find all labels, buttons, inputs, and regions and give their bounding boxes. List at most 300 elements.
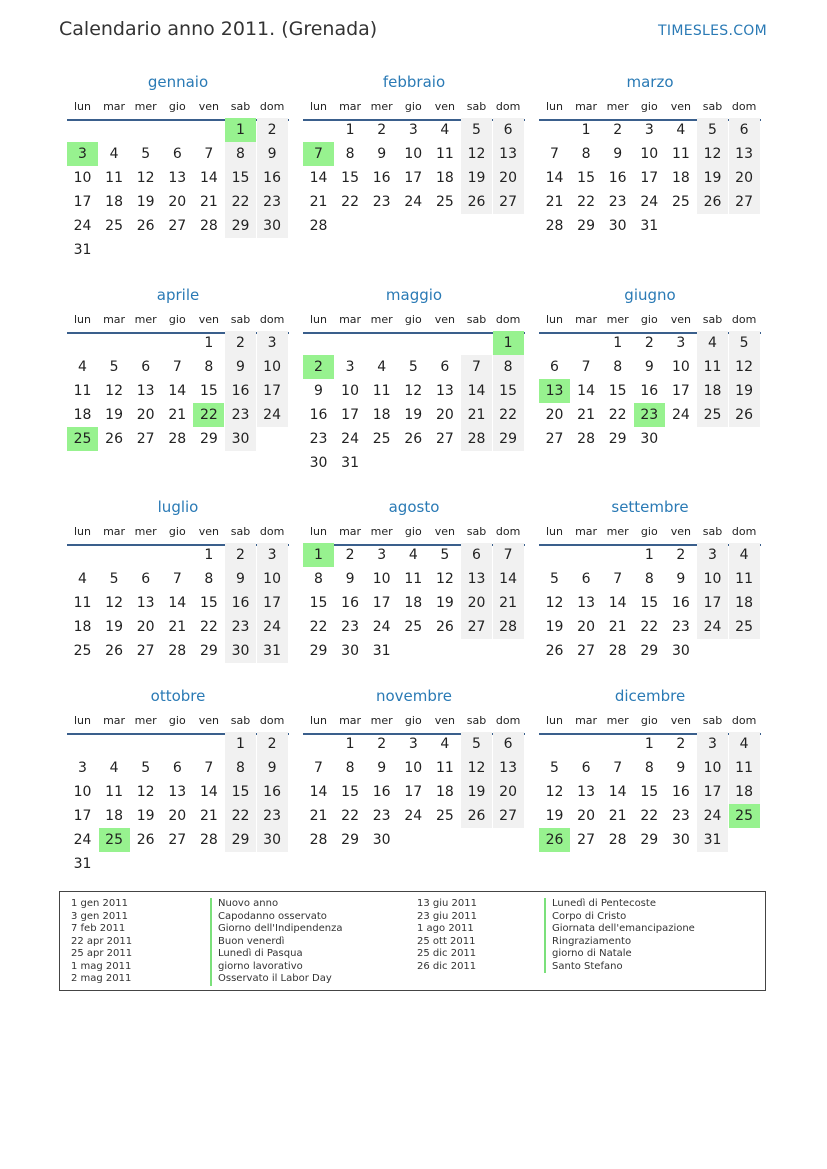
weekday-header: sab	[466, 100, 487, 113]
day-cell: 19	[136, 808, 155, 824]
legend-holiday-name: Buon venerdì	[210, 936, 343, 949]
day-cell: 16	[225, 379, 256, 403]
day-cell: 12	[729, 355, 760, 379]
day-cell: 16	[225, 591, 256, 615]
day-cell: 3	[644, 122, 654, 138]
legend-date: 22 apr 2011	[71, 935, 133, 947]
day-cell: 19	[435, 595, 454, 611]
day-cell: 31	[341, 455, 359, 471]
day-cell: 2	[377, 736, 387, 752]
weekday-header: mar	[575, 313, 598, 326]
day-cell: 5	[408, 359, 418, 375]
day-cell: 30	[257, 828, 288, 852]
weekday-header: sab	[702, 100, 723, 113]
weekday-header: lun	[74, 714, 91, 727]
weekday-header: mer	[370, 714, 393, 727]
day-cell: 22	[608, 407, 627, 423]
day-cell: 16	[671, 595, 690, 611]
legend-dates-col-1	[71, 898, 132, 986]
weekday-header: lun	[546, 100, 563, 113]
day-cell: 24	[341, 431, 359, 447]
day-cell: 20	[729, 166, 760, 190]
day-cell: 9	[225, 355, 256, 379]
day-cell: 14	[461, 379, 492, 403]
day-cell: 16	[640, 383, 659, 399]
day-cell: 1	[345, 736, 355, 752]
weekday-header: gio	[168, 313, 186, 326]
day-cell: 16	[372, 170, 391, 186]
day-cell: 7	[613, 760, 623, 776]
weekday-header: ven	[670, 525, 692, 538]
day-cell: 17	[671, 383, 690, 399]
day-cell: 26	[136, 218, 155, 234]
day-cell: 11	[73, 383, 92, 399]
holiday-day-cell: 1	[493, 331, 524, 355]
holiday-day-cell: 1	[225, 118, 256, 142]
day-cell: 10	[404, 146, 423, 162]
day-cell: 1	[644, 736, 654, 752]
weekday-header: sab	[466, 313, 487, 326]
day-cell: 20	[168, 808, 187, 824]
day-cell: 20	[577, 619, 595, 635]
day-cell: 3	[78, 760, 87, 776]
day-cell: 13	[729, 142, 760, 166]
day-cell: 6	[172, 760, 182, 776]
day-cell: 27	[136, 431, 155, 447]
day-cell: 18	[671, 170, 690, 186]
day-cell: 21	[168, 619, 187, 635]
day-cell: 23	[257, 190, 288, 214]
day-cell: 5	[141, 760, 151, 776]
day-cell: 27	[493, 804, 524, 828]
weekday-header: lun	[310, 714, 327, 727]
day-cell: 8	[644, 571, 654, 587]
day-cell: 17	[404, 170, 423, 186]
holiday-day-cell: 22	[193, 403, 224, 427]
day-cell: 13	[136, 595, 155, 611]
weekday-header: mer	[606, 525, 629, 538]
day-cell: 14	[493, 567, 524, 591]
holiday-day-cell: 7	[303, 142, 334, 166]
day-cell: 5	[550, 760, 559, 776]
day-cell: 24	[257, 403, 288, 427]
day-cell: 18	[105, 194, 123, 210]
day-cell: 24	[73, 832, 92, 848]
day-cell: 11	[435, 760, 454, 776]
weekday-header: mer	[134, 714, 157, 727]
day-cell: 27	[493, 190, 524, 214]
day-cell: 14	[168, 595, 187, 611]
day-cell: 7	[581, 359, 591, 375]
weekday-header: mer	[606, 714, 629, 727]
day-cell: 27	[577, 643, 595, 659]
day-cell: 18	[372, 407, 391, 423]
day-cell: 29	[493, 427, 524, 451]
weekday-header: gio	[404, 100, 422, 113]
day-cell: 4	[109, 760, 119, 776]
day-cell: 3	[408, 122, 418, 138]
day-cell: 2	[676, 736, 686, 752]
day-cell: 27	[577, 832, 595, 848]
day-cell: 18	[435, 784, 454, 800]
day-cell: 14	[199, 170, 218, 186]
weekday-header: ven	[670, 714, 692, 727]
day-cell: 25	[105, 218, 123, 234]
day-cell: 15	[225, 166, 256, 190]
day-cell: 12	[404, 383, 423, 399]
legend-date: 25 dic 2011	[417, 948, 477, 959]
day-cell: 12	[461, 756, 492, 780]
day-cell: 18	[404, 595, 423, 611]
day-cell: 24	[671, 407, 690, 423]
day-cell: 4	[697, 331, 728, 355]
day-cell: 9	[377, 760, 387, 776]
weekday-header: dom	[495, 714, 521, 727]
day-cell: 30	[257, 214, 288, 238]
day-cell: 29	[608, 431, 627, 447]
day-cell: 27	[545, 431, 564, 447]
day-cell: 17	[73, 808, 92, 824]
day-cell: 1	[225, 732, 256, 756]
day-cell: 31	[372, 643, 391, 659]
day-cell: 21	[608, 619, 627, 635]
weekday-header: lun	[310, 100, 327, 113]
day-cell: 6	[141, 359, 151, 375]
day-cell: 23	[309, 431, 328, 447]
day-cell: 14	[168, 383, 187, 399]
day-cell: 11	[729, 756, 760, 780]
day-cell: 2	[644, 335, 654, 351]
day-cell: 5	[141, 146, 151, 162]
holiday-day-cell: 2	[303, 355, 334, 379]
day-cell: 10	[671, 359, 690, 375]
holiday-day-cell: 1	[303, 543, 334, 567]
day-cell: 22	[225, 190, 256, 214]
legend-date: 3 gen 2011	[71, 910, 129, 922]
day-cell: 22	[577, 194, 595, 210]
day-cell: 24	[372, 619, 391, 635]
day-cell: 25	[729, 615, 760, 639]
day-cell: 4	[109, 146, 119, 162]
day-cell: 19	[461, 166, 492, 190]
day-cell: 23	[225, 403, 256, 427]
weekday-header: mer	[134, 313, 157, 326]
day-cell: 6	[581, 760, 591, 776]
legend-names-col-2	[544, 898, 695, 973]
day-cell: 12	[105, 383, 123, 399]
day-cell: 30	[225, 427, 256, 451]
day-cell: 25	[435, 194, 454, 210]
day-cell: 10	[697, 567, 728, 591]
weekday-header: mar	[339, 525, 362, 538]
day-cell: 7	[314, 760, 323, 776]
day-cell: 2	[676, 547, 686, 563]
day-cell: 19	[697, 166, 728, 190]
day-cell: 7	[204, 146, 214, 162]
day-cell: 10	[73, 170, 92, 186]
day-cell: 3	[377, 547, 387, 563]
day-cell: 31	[73, 856, 92, 872]
day-cell: 8	[225, 756, 256, 780]
day-cell: 30	[372, 832, 391, 848]
day-cell: 16	[309, 407, 328, 423]
day-cell: 8	[314, 571, 323, 587]
day-cell: 23	[608, 194, 627, 210]
day-cell: 5	[729, 331, 760, 355]
day-cell: 9	[257, 756, 288, 780]
weekday-header: ven	[198, 313, 220, 326]
weekday-header: mar	[339, 313, 362, 326]
day-cell: 21	[309, 808, 328, 824]
day-cell: 10	[372, 571, 391, 587]
day-cell: 24	[73, 218, 92, 234]
day-cell: 8	[225, 142, 256, 166]
legend-holiday-name: Nuovo anno	[210, 898, 343, 911]
day-cell: 3	[257, 543, 288, 567]
day-cell: 17	[404, 784, 423, 800]
legend-date: 1 gen 2011	[71, 898, 129, 909]
month-name: luglio	[157, 498, 199, 516]
day-cell: 22	[199, 619, 218, 635]
weekday-header: sab	[702, 714, 723, 727]
month-name: aprile	[156, 286, 200, 304]
day-cell: 1	[204, 335, 214, 351]
day-cell: 9	[345, 571, 355, 587]
day-cell: 6	[461, 543, 492, 567]
day-cell: 11	[729, 567, 760, 591]
day-cell: 12	[697, 142, 728, 166]
day-cell: 13	[577, 784, 595, 800]
day-cell: 12	[545, 784, 564, 800]
day-cell: 29	[341, 832, 359, 848]
day-cell: 6	[141, 571, 151, 587]
day-cell: 21	[309, 194, 328, 210]
day-cell: 20	[168, 194, 187, 210]
month-name: febbraio	[382, 73, 446, 91]
weekday-header: ven	[198, 100, 220, 113]
month-name: agosto	[388, 498, 440, 516]
day-cell: 10	[73, 784, 92, 800]
day-cell: 15	[199, 595, 218, 611]
day-cell: 16	[671, 784, 690, 800]
weekday-header: ven	[434, 100, 456, 113]
day-cell: 6	[581, 571, 591, 587]
weekday-header: mer	[134, 100, 157, 113]
day-cell: 6	[440, 359, 450, 375]
weekday-header: mer	[370, 525, 393, 538]
weekday-header: gio	[640, 714, 658, 727]
day-cell: 6	[729, 118, 760, 142]
day-cell: 20	[493, 780, 524, 804]
weekday-header: lun	[546, 714, 563, 727]
day-cell: 3	[676, 335, 686, 351]
site-link[interactable]: TIMESLES.COM	[658, 23, 767, 39]
day-cell: 12	[545, 595, 564, 611]
day-cell: 28	[168, 643, 187, 659]
day-cell: 12	[461, 142, 492, 166]
day-cell: 13	[577, 595, 595, 611]
day-cell: 11	[73, 595, 92, 611]
day-cell: 26	[545, 643, 564, 659]
weekday-header: gio	[168, 714, 186, 727]
day-cell: 22	[341, 808, 359, 824]
day-cell: 19	[461, 780, 492, 804]
holiday-day-cell: 25	[67, 427, 98, 451]
weekday-header: mer	[606, 313, 629, 326]
day-cell: 14	[608, 595, 627, 611]
day-cell: 19	[545, 619, 564, 635]
day-cell: 25	[372, 431, 391, 447]
day-cell: 28	[199, 832, 218, 848]
day-cell: 11	[671, 146, 690, 162]
holiday-legend	[59, 891, 766, 991]
holiday-day-cell: 23	[634, 403, 665, 427]
legend-dates-col-2	[417, 898, 477, 973]
day-cell: 2	[225, 331, 256, 355]
day-cell: 9	[676, 760, 686, 776]
day-cell: 20	[493, 166, 524, 190]
day-cell: 21	[199, 194, 218, 210]
weekday-header: gio	[640, 100, 658, 113]
day-cell: 26	[461, 190, 492, 214]
weekday-header: sab	[230, 714, 251, 727]
day-cell: 4	[440, 122, 450, 138]
weekday-header: gio	[404, 714, 422, 727]
weekday-header: dom	[731, 714, 757, 727]
month-name: giugno	[624, 286, 676, 304]
day-cell: 25	[435, 808, 454, 824]
day-cell: 9	[377, 146, 387, 162]
day-cell: 17	[372, 595, 391, 611]
day-cell: 7	[172, 359, 182, 375]
day-cell: 28	[168, 431, 187, 447]
day-cell: 18	[105, 808, 123, 824]
day-cell: 1	[581, 122, 591, 138]
legend-holiday-name: Corpo di Cristo	[544, 911, 695, 924]
legend-date: 25 apr 2011	[71, 948, 133, 959]
day-cell: 28	[545, 218, 564, 234]
weekday-header: lun	[310, 525, 327, 538]
day-cell: 11	[404, 571, 423, 587]
day-cell: 19	[545, 808, 564, 824]
day-cell: 23	[671, 808, 690, 824]
day-cell: 23	[341, 619, 359, 635]
holiday-day-cell: 25	[99, 828, 130, 852]
day-cell: 2	[225, 543, 256, 567]
weekday-header: gio	[640, 313, 658, 326]
day-cell: 26	[435, 619, 454, 635]
day-cell: 13	[168, 170, 187, 186]
day-cell: 17	[73, 194, 92, 210]
day-cell: 4	[676, 122, 686, 138]
month-name: maggio	[385, 286, 443, 304]
day-cell: 27	[729, 190, 760, 214]
day-cell: 14	[608, 784, 627, 800]
day-cell: 20	[136, 407, 155, 423]
day-cell: 29	[199, 643, 218, 659]
weekday-header: dom	[259, 100, 285, 113]
day-cell: 8	[493, 355, 524, 379]
day-cell: 22	[225, 804, 256, 828]
day-cell: 8	[345, 146, 355, 162]
day-cell: 15	[640, 784, 659, 800]
day-cell: 27	[168, 218, 187, 234]
day-cell: 14	[577, 383, 595, 399]
day-cell: 26	[461, 804, 492, 828]
day-cell: 26	[729, 403, 760, 427]
day-cell: 6	[550, 359, 559, 375]
day-cell: 17	[257, 591, 288, 615]
month-name: ottobre	[150, 687, 206, 705]
day-cell: 2	[257, 118, 288, 142]
day-cell: 13	[493, 142, 524, 166]
day-cell: 18	[729, 780, 760, 804]
day-cell: 15	[199, 383, 218, 399]
day-cell: 15	[225, 780, 256, 804]
day-cell: 24	[404, 808, 423, 824]
weekday-header: ven	[670, 100, 692, 113]
day-cell: 7	[172, 571, 182, 587]
weekday-header: ven	[434, 714, 456, 727]
weekday-header: gio	[404, 525, 422, 538]
day-cell: 11	[372, 383, 391, 399]
day-cell: 23	[225, 615, 256, 639]
day-cell: 26	[404, 431, 423, 447]
weekday-header: mer	[134, 525, 157, 538]
day-cell: 5	[697, 118, 728, 142]
weekday-header: mar	[339, 714, 362, 727]
day-cell: 3	[257, 331, 288, 355]
weekday-header: gio	[168, 525, 186, 538]
day-cell: 4	[78, 359, 87, 375]
day-cell: 23	[257, 804, 288, 828]
day-cell: 22	[640, 808, 659, 824]
day-cell: 28	[461, 427, 492, 451]
weekday-header: sab	[230, 313, 251, 326]
day-cell: 3	[408, 736, 418, 752]
day-cell: 10	[640, 146, 659, 162]
day-cell: 9	[257, 142, 288, 166]
weekday-header: ven	[434, 525, 456, 538]
day-cell: 19	[105, 619, 123, 635]
day-cell: 4	[729, 543, 760, 567]
day-cell: 5	[440, 547, 450, 563]
day-cell: 28	[493, 615, 524, 639]
day-cell: 9	[676, 571, 686, 587]
holiday-day-cell: 13	[539, 379, 570, 403]
weekday-header: mar	[339, 100, 362, 113]
weekday-header: ven	[670, 313, 692, 326]
day-cell: 5	[109, 571, 119, 587]
weekday-header: sab	[230, 100, 251, 113]
day-cell: 10	[257, 355, 288, 379]
day-cell: 8	[204, 571, 214, 587]
weekday-header: mer	[606, 100, 629, 113]
day-cell: 18	[729, 591, 760, 615]
day-cell: 13	[136, 383, 155, 399]
day-cell: 9	[644, 359, 654, 375]
day-cell: 25	[73, 643, 92, 659]
month-name: novembre	[376, 687, 452, 705]
day-cell: 4	[440, 736, 450, 752]
day-cell: 14	[309, 170, 328, 186]
day-cell: 19	[729, 379, 760, 403]
legend-holiday-name: Osservato il Labor Day	[210, 973, 343, 986]
day-cell: 30	[671, 643, 690, 659]
day-cell: 28	[309, 218, 328, 234]
weekday-header: mar	[103, 714, 126, 727]
day-cell: 16	[257, 780, 288, 804]
